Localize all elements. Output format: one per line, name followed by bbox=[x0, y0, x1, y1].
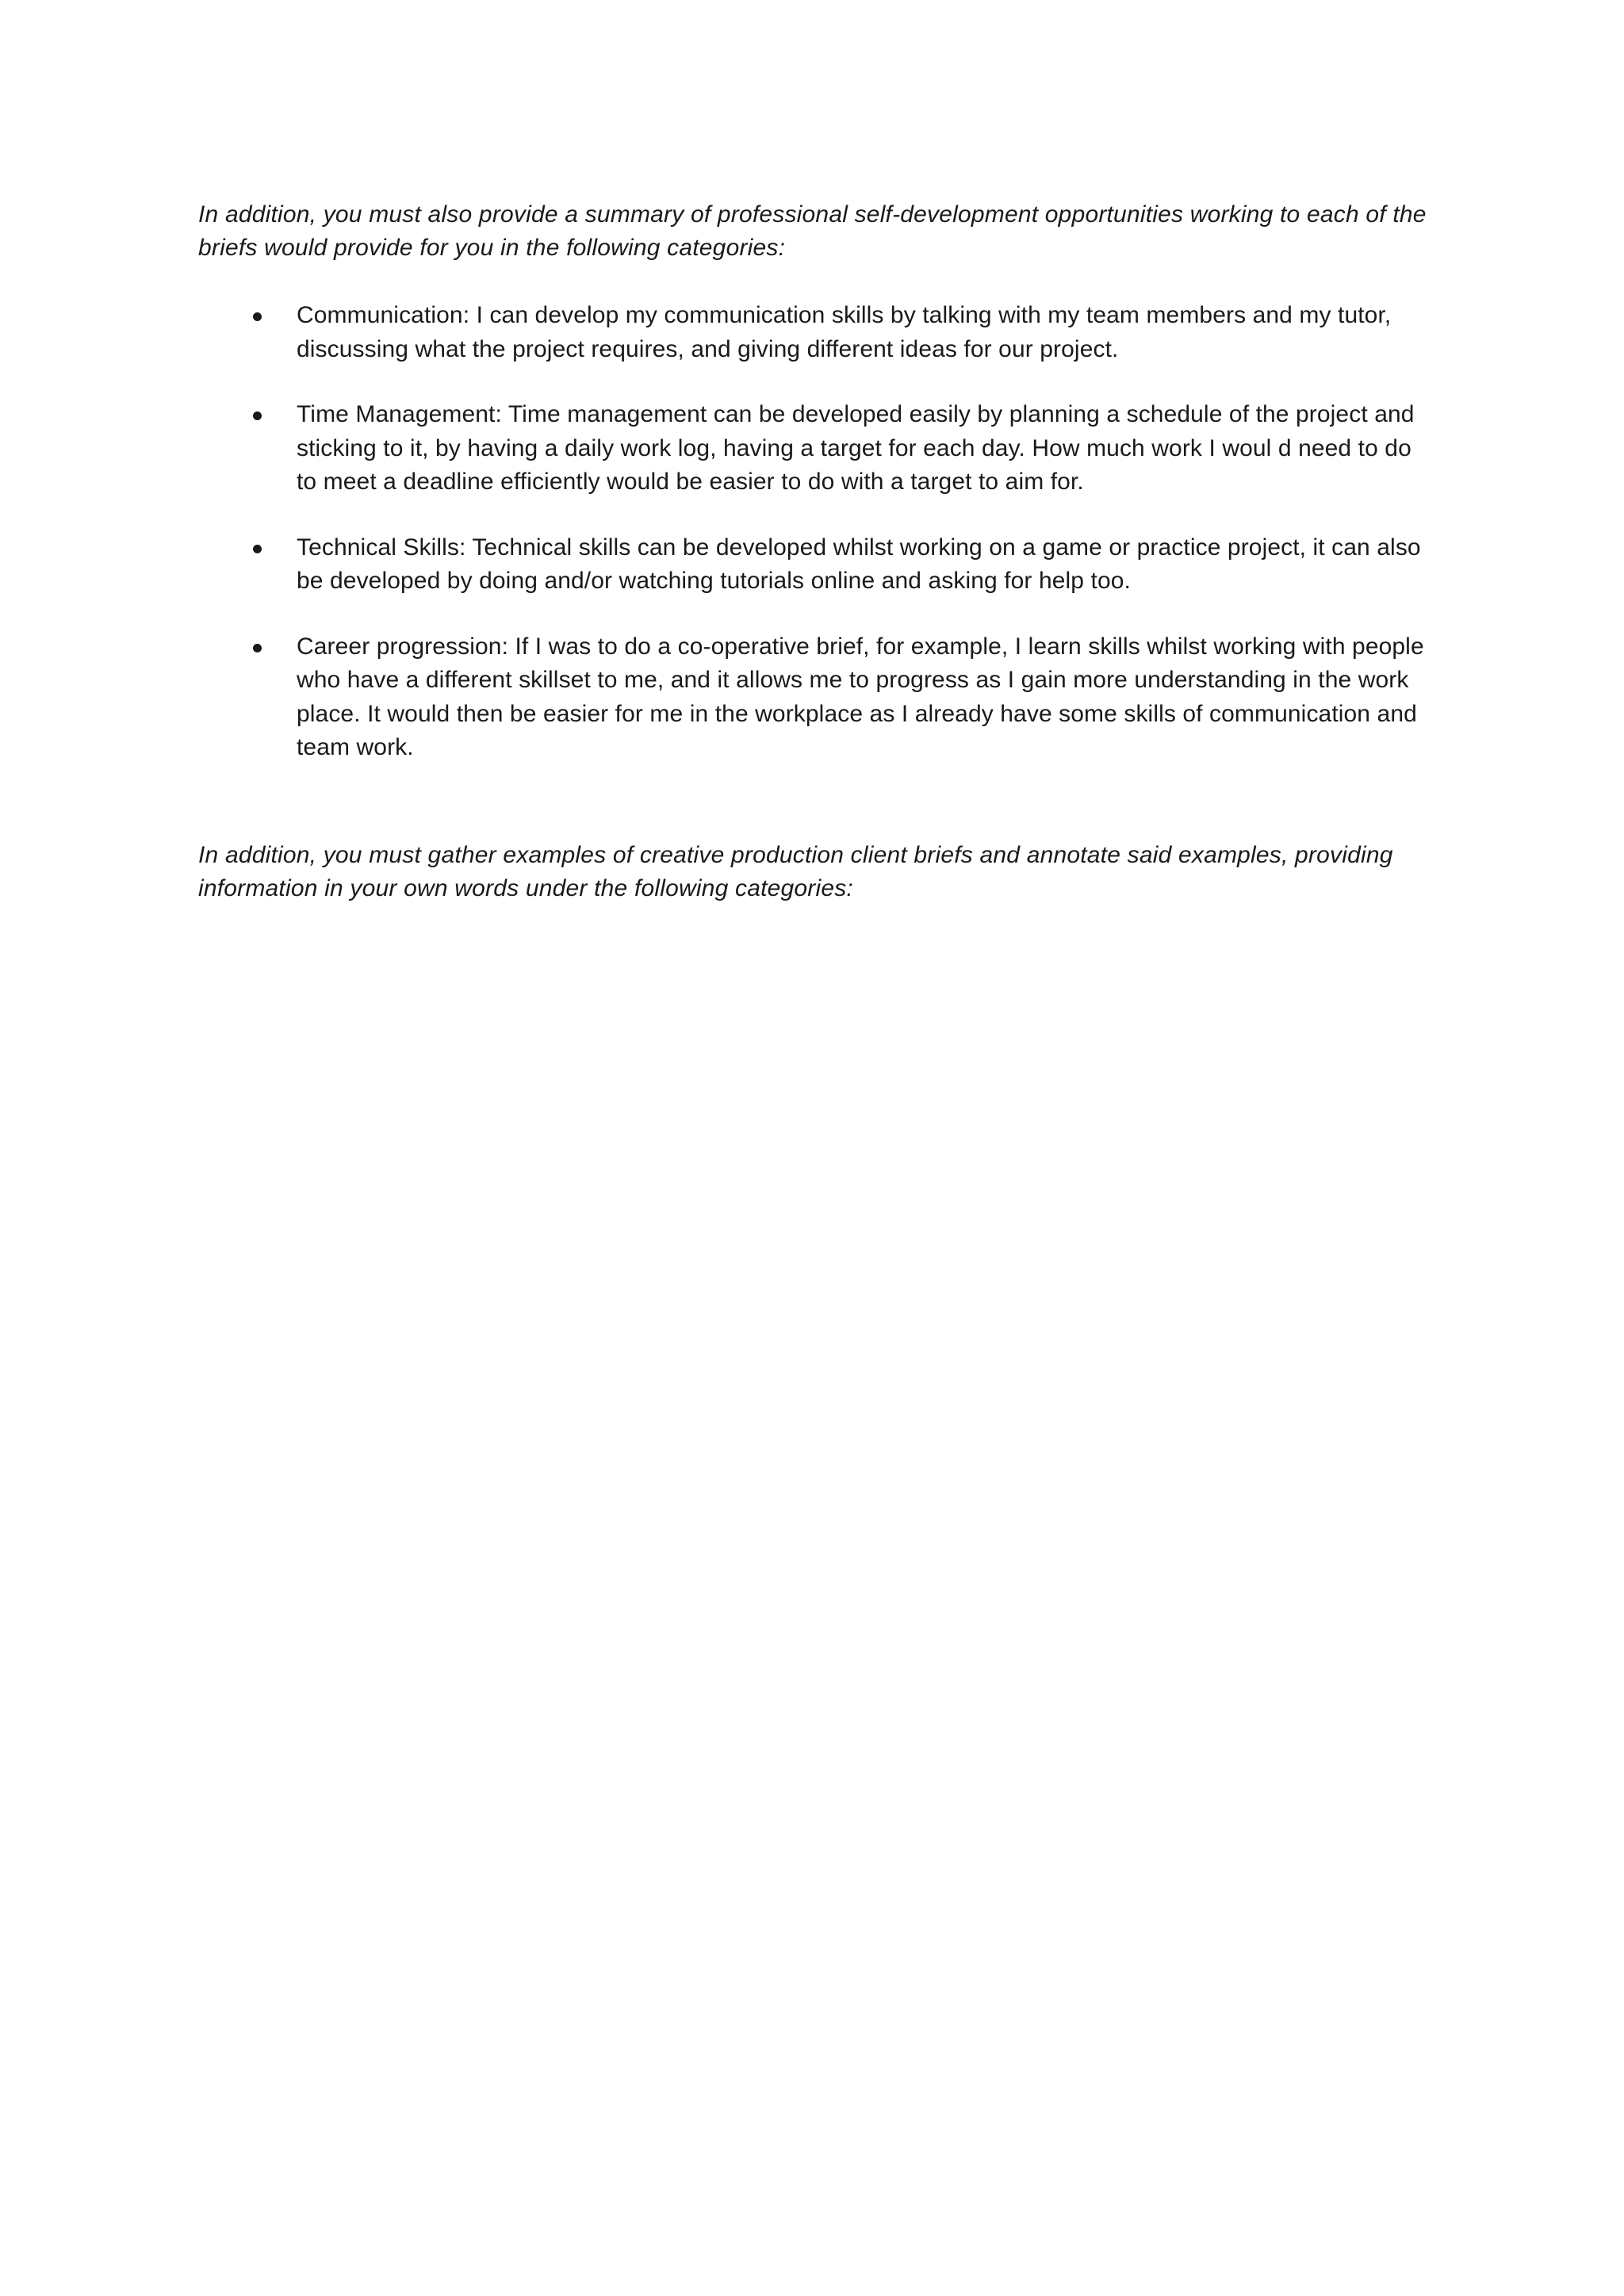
intro-paragraph-top: In addition, you must also provide a summary of professional self-development opportunities working to each of the briefs would provide for you in the following categories: bbox=[198, 201, 1427, 261]
categories-bullet-list bbox=[0, 299, 1624, 797]
bullet-item-technical-skills bbox=[0, 531, 1431, 599]
bullet-item-communication bbox=[0, 299, 1431, 366]
bullet-text: Time Management: Time management can be developed easily by planning a schedule of the project and sticking to it, by having a daily work log, having a target for each day. How much work I woul d need to do to meet a deadline efficiently would be easier to do with a target to aim for. bbox=[297, 401, 1415, 495]
bullet-dot-icon bbox=[253, 644, 262, 652]
intro-paragraph-bottom: In addition, you must gather examples of creative production client briefs and annotate said examples, providing information in your own words under the following categories: bbox=[198, 842, 1393, 901]
bullet-text: Communication: I can develop my communication skills by talking with my team members and my tutor, discussing what the project requires, and giving different ideas for our project. bbox=[297, 302, 1392, 362]
bullet-item-career-progression bbox=[0, 630, 1431, 765]
bullet-dot-icon bbox=[253, 411, 262, 420]
bullet-item-time-management bbox=[0, 398, 1431, 499]
bullet-text: Technical Skills: Technical skills can be developed whilst working on a game or practice project, it can also be developed by doing and/or watching tutorials online and asking for help too. bbox=[297, 534, 1421, 594]
bullet-dot-icon bbox=[253, 312, 262, 321]
bullet-text: Career progression: If I was to do a co-operative brief, for example, I learn skills whilst working with people who have a different skillset to me, and it allows me to progress as I gain more understanding in the work place. It would then be easier for me in the workplace as I already have some skills of communication and team work. bbox=[297, 633, 1424, 760]
bullet-dot-icon bbox=[253, 545, 262, 553]
